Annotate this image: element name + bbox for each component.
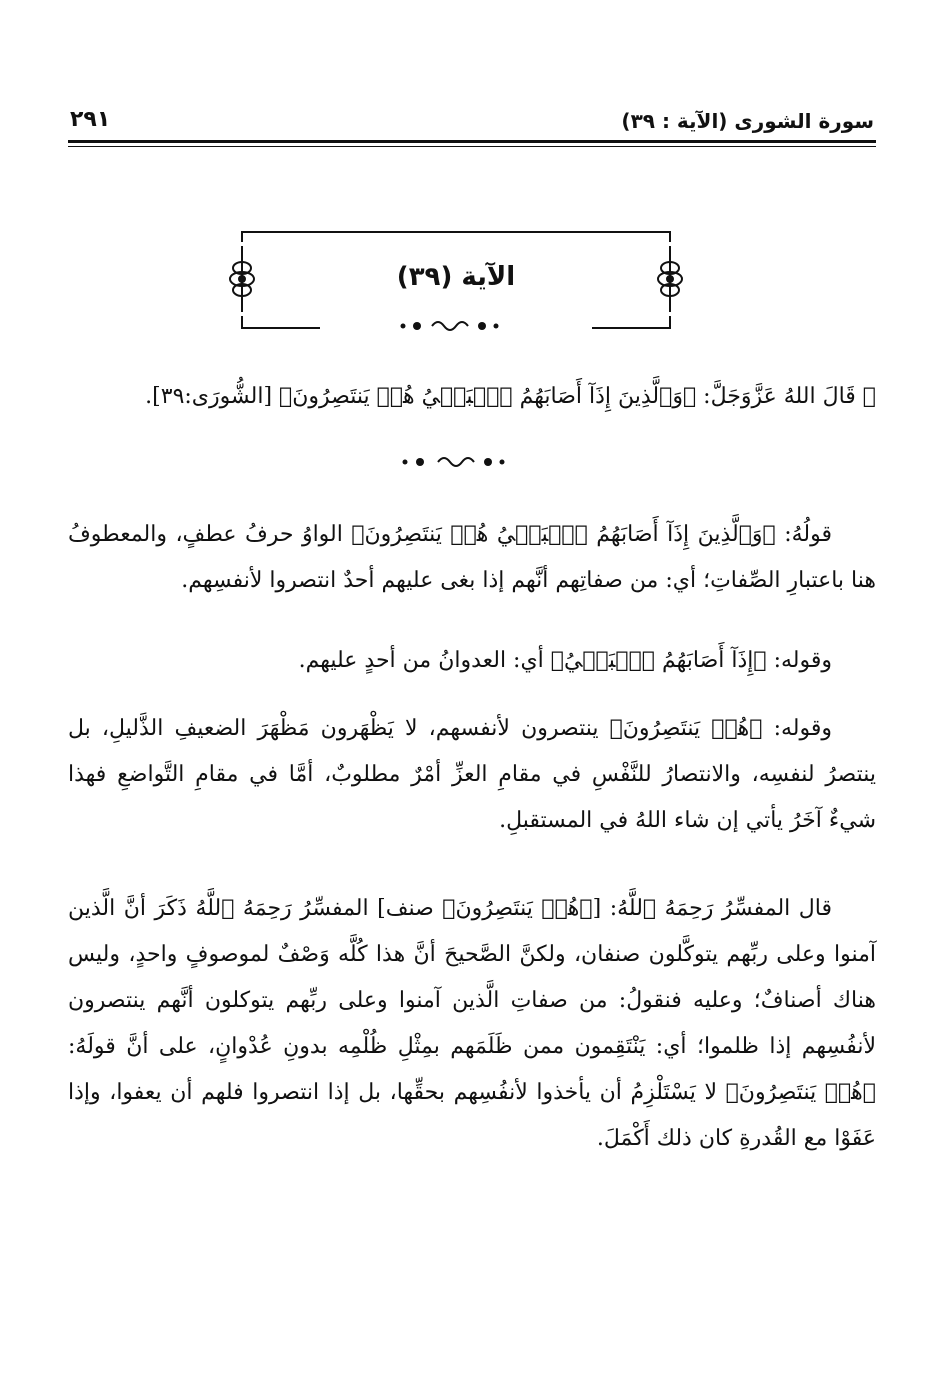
quoted-verse: ۞ قَالَ اللهُ عَزَّوَجَلَّ: ﴿وَٱلَّذِينَ إِذَآ أَصَابَهُمُ ٱلۡبَغۡيُ هُمۡ يَنتَصِرُونَ﴾ [الشُّورَى:٣٩]. (145, 384, 876, 409)
header-rule-thick (68, 140, 876, 143)
page-number: ٢٩١ (70, 107, 111, 132)
ayah-heading-frame (220, 228, 692, 340)
surah-title: سورة الشورى (الآية : ٣٩) (621, 109, 874, 133)
section-separator-icon (380, 452, 560, 472)
header-rule-thin (68, 146, 876, 147)
paragraph-4 (68, 886, 876, 1162)
running-header (70, 103, 874, 139)
paragraph-text: قولُهُ: ﴿وَٱلَّذِينَ إِذَآ أَصَابَهُمُ ٱلۡبَغۡيُ هُمۡ يَنتَصِرُونَ﴾ الواوُ حرفُ عطفٍ، والمعطوفُ هنا باعتبارِ الصِّفاتِ؛ أي: من صفاتِهم أنَّهم إذا بغى عليهم أحدٌ انتصروا لأنفسِهم. (68, 522, 876, 593)
paragraph-2 (68, 638, 876, 684)
paragraph-text: وقوله: ﴿إِذَآ أَصَابَهُمُ ٱلۡبَغۡيُ﴾ أي: العدوانُ من أحدٍ عليهم. (298, 648, 832, 673)
paragraph-1 (68, 512, 876, 604)
paragraph-text: قال المفسِّرُ رَحِمَهُ ٱللَّهُ: [﴿هُمۡ يَنتَصِرُونَ﴾ صنف] المفسِّرُ رَحِمَهُ ٱللَّهُ ذَكَرَ أنَّ الَّذين آمنوا وعلى ربِّهم يتوكَّلون صنفان، ولكنَّ الصَّحيحَ أنَّ هذا كُلَّه وَصْفٌ لموصوفٍ واحدٍ، وليس هناك أصنافٌ؛ وعليه فنقولُ: من صفاتِ الَّذين آمنوا وعلى ربِّهم يتوكلون أنَّهم ينتصرون لأنفُسِهم إذا ظلموا؛ أي: يَنْتَقِمون ممن ظَلَمَهم بمِثْلِ ظُلْمِه بدونِ عُدْوانٍ، على أنَّ قولَهُ: ﴿هُمۡ يَنتَصِرُونَ﴾ لا يَسْتَلْزِمُ أن يأخذوا لأنفُسِهم بحقِّها، بل إذا انتصروا فلهم أن يعفوا، وإذا عَفَوْا مع القُدرةِ كان ذلك أَكْمَلَ. (68, 896, 876, 1151)
paragraph-3 (68, 706, 876, 844)
dot-flourish-icon (401, 322, 499, 330)
paragraph-text: وقوله: ﴿هُمۡ يَنتَصِرُونَ﴾ ينتصرون لأنفسهم، لا يَظْهَرون مَظْهَرَ الضعيفِ الذَّليلِ، بل ينتصرُ لنفسِه، والانتصارُ للنَّفْسِ في مقامِ العزِّ أمْرٌ مطلوبٌ، أمَّا في مقامِ التَّواضعِ فهذا شيءٌ آخَرُ يأتي إن شاء اللهُ في المستقبلِ. (68, 716, 876, 833)
ayah-heading: الآية (٣٩) (396, 262, 516, 292)
